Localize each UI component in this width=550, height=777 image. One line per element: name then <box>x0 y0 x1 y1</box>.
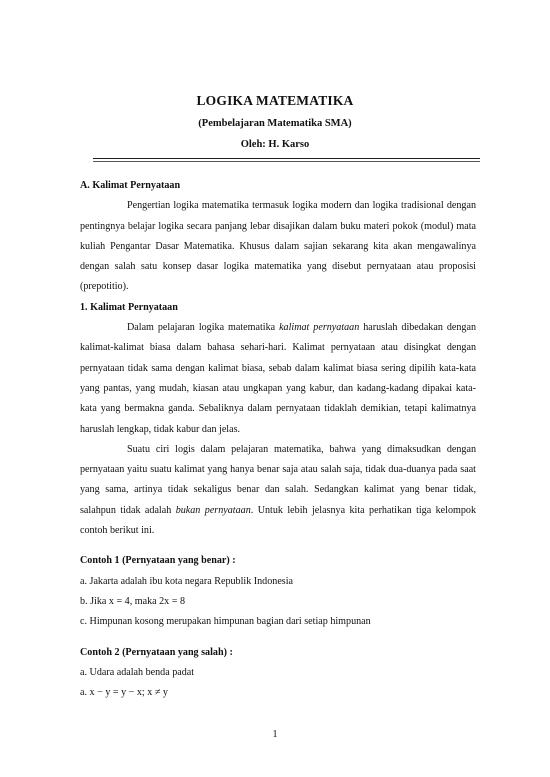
document-subtitle: (Pembelajaran Matematika SMA) <box>198 118 352 129</box>
spacer <box>80 633 476 643</box>
example-2-item: a. x − y = y − x; x ≠ y <box>80 687 168 699</box>
example-2-item: a. Udara adalah benda padat <box>80 666 195 678</box>
section-1-p2-emphasis: bukan pernyataan <box>175 504 251 516</box>
section-1-heading: 1. Kalimat Pernyataan <box>80 301 178 313</box>
section-1-p2-text: Suatu ciri logis dalam pelajaran matematika, bahwa yang dimaksudkan dengan pernyataan yaitu suatu kalimat yang hanya benar saja atau salah saja, tidak dua-duanya pada saat yang sama, artinya tidak sekaligus benar dan salah. Sedangkan kalimat yang benar tidak, salahpun tidak adalah <box>80 443 476 516</box>
document-body <box>80 176 476 703</box>
section-1-paragraph-2 <box>80 440 476 541</box>
section-1-p1-emphasis: kalimat pernyataan <box>279 322 360 334</box>
example-1-item: c. Himpunan kosong merupakan himpunan bagian dari setiap himpunan <box>80 616 371 628</box>
header-divider-secondary <box>93 161 480 162</box>
section-1-p1-text: Dalam pelajaran logika matematika <box>127 322 280 334</box>
section-1-paragraph-1 <box>80 318 476 440</box>
spacer <box>80 541 476 551</box>
example-1-heading: Contoh 1 (Pernyataan yang benar) : <box>80 555 236 567</box>
page-number: 1 <box>272 729 278 740</box>
document-author: Oleh: H. Karso <box>240 139 310 150</box>
example-1-item: a. Jakarta adalah ibu kota negara Republik Indonesia <box>80 575 294 587</box>
document-title: LOGIKA MATEMATIKA <box>196 93 354 108</box>
section-1-p2-text-rest: . Untuk lebih jelasnya kita perhatikan tiga kelompok contoh berikut ini. <box>80 504 476 537</box>
section-a-heading: A. Kalimat Pernyataan <box>80 180 181 191</box>
header-divider <box>93 158 480 159</box>
example-1-item: b. Jika x = 4, maka 2x = 8 <box>80 595 186 607</box>
example-2-heading: Contoh 2 (Pernyataan yang salah) : <box>80 646 233 658</box>
section-1-p1-text-rest: haruslah dibedakan dengan kalimat-kalimat biasa dalam bahasa sehari-hari. Kalimat pernyataan atau disingkat dengan pernyataan tidak sama dengan kalimat biasa, sebab dalam kalimat biasa sering dipilih kata-kata yang pantas, yang mudah, kiasan atau ungkapan yang kabur, dan kadang-kadang dipakai kata-kata yang bermakna ganda. Sebaliknya dalam pernyataan tidaklah demikian, tetapi kalimatnya haruslah lengkap, tidak kabur dan jelas. <box>80 322 476 435</box>
section-a-paragraph: Pengertian logika matematika termasuk logika modern dan logika tradisional dengan pentingnya belajar logika secara panjang lebar disajikan dalam buku materi pokok (modul) mata kuliah Pengantar Dasar Matematika. Khusus dalam sajian sekarang kita akan mengawalinya dengan salah satu konsep dasar logika matematika yang disebut pernyataan atau proposisi (prepotitio). <box>80 200 476 293</box>
